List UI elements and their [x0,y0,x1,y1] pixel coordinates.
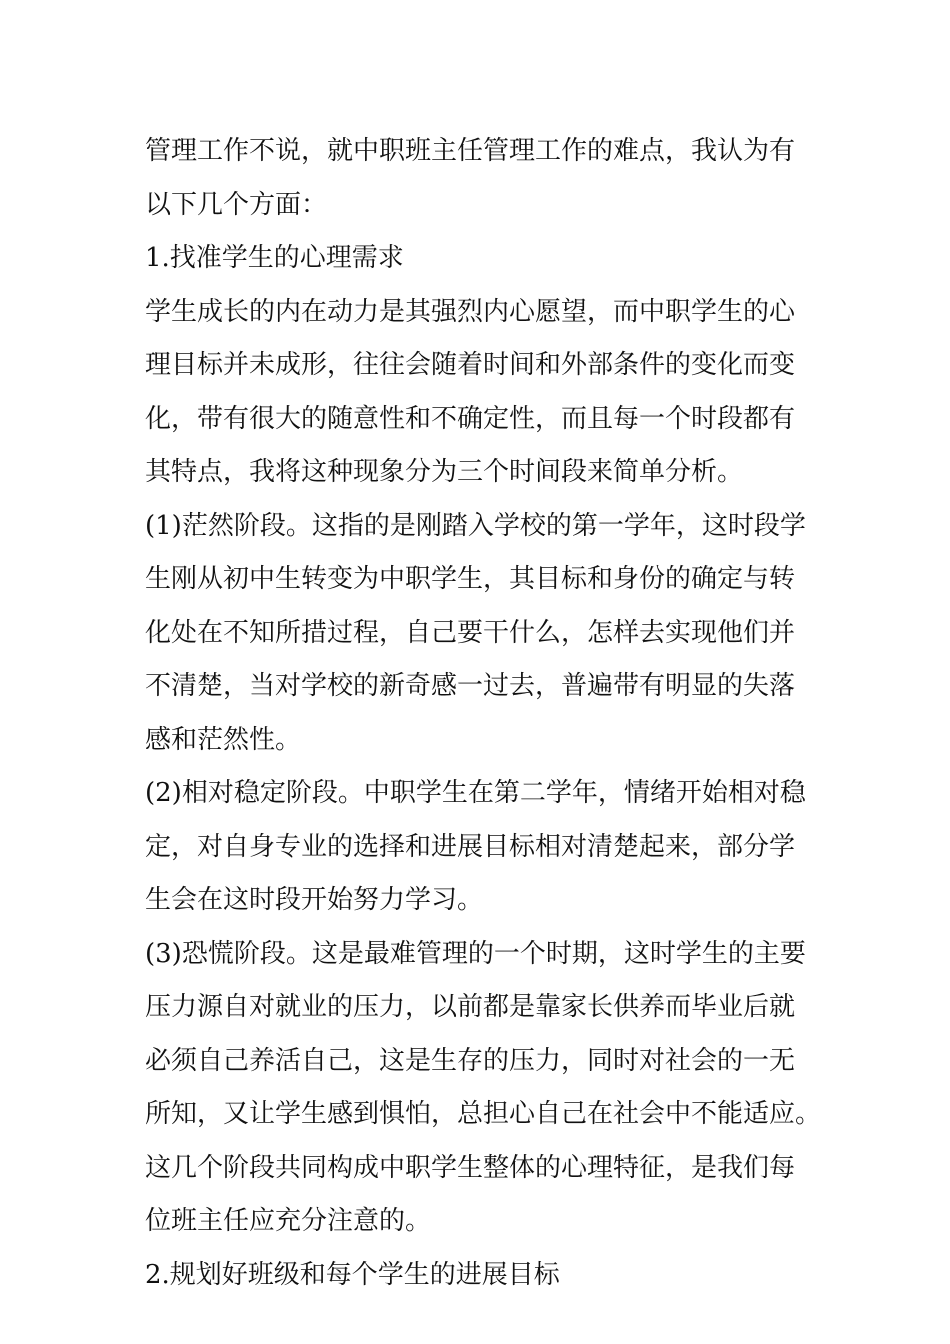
paragraph-line: 生会在这时段开始努力学习。 [145,885,484,915]
paragraph-line: 其特点，我将这种现象分为三个时间段来简单分析。 [145,457,744,487]
paragraph-line: 必须自己养活自己，这是生存的压力，同时对社会的一无 [145,1045,796,1076]
paragraph-line: (2)相对稳定阶段。中职学生在第二学年，情绪开始相对稳 [145,778,806,808]
paragraph-line: 这几个阶段共同构成中职学生整体的心理特征，是我们每 [145,1152,796,1183]
paragraph-line: 化处在不知所措过程，自己要干什么，怎样去实现他们并 [145,617,796,648]
paragraph-line: 定，对自身专业的选择和进展目标相对清楚起来，部分学 [145,831,796,862]
paragraph-line: 以下几个方面： [145,189,328,220]
paragraph-line: 所知，又让学生感到惧怕，总担心自己在社会中不能适应。 [145,1099,822,1129]
paragraph-line: 学生成长的内在动力是其强烈内心愿望，而中职学生的心 [145,296,796,327]
paragraph-line: 化，带有很大的随意性和不确定性，而且每一个时段都有 [145,403,796,434]
section-heading: 1.找准学生的心理需求 [145,243,404,273]
paragraph-line: 不清楚，当对学校的新奇感一过去，普遍带有明显的失落 [145,671,796,701]
paragraph-line: 位班主任应充分注意的。 [145,1206,432,1236]
paragraph-line: 理目标并未成形，往往会随着时间和外部条件的变化而变 [145,350,796,380]
section-heading: 2.规划好班级和每个学生的进展目标 [145,1259,560,1290]
paragraph-line: (3)恐慌阶段。这是最难管理的一个时期，这时学生的主要 [145,938,806,969]
paragraph-line: 感和茫然性。 [145,724,302,755]
paragraph-line: (1)茫然阶段。这指的是刚踏入学校的第一学年，这时段学 [145,510,806,541]
paragraph-line: 生刚从初中生转变为中职学生，其目标和身份的确定与转 [145,564,796,594]
paragraph-line: 管理工作不说，就中职班主任管理工作的难点，我认为有 [145,136,796,166]
paragraph-line: 压力源自对就业的压力，以前都是靠家长供养而毕业后就 [145,992,796,1022]
document-body [145,125,822,1302]
